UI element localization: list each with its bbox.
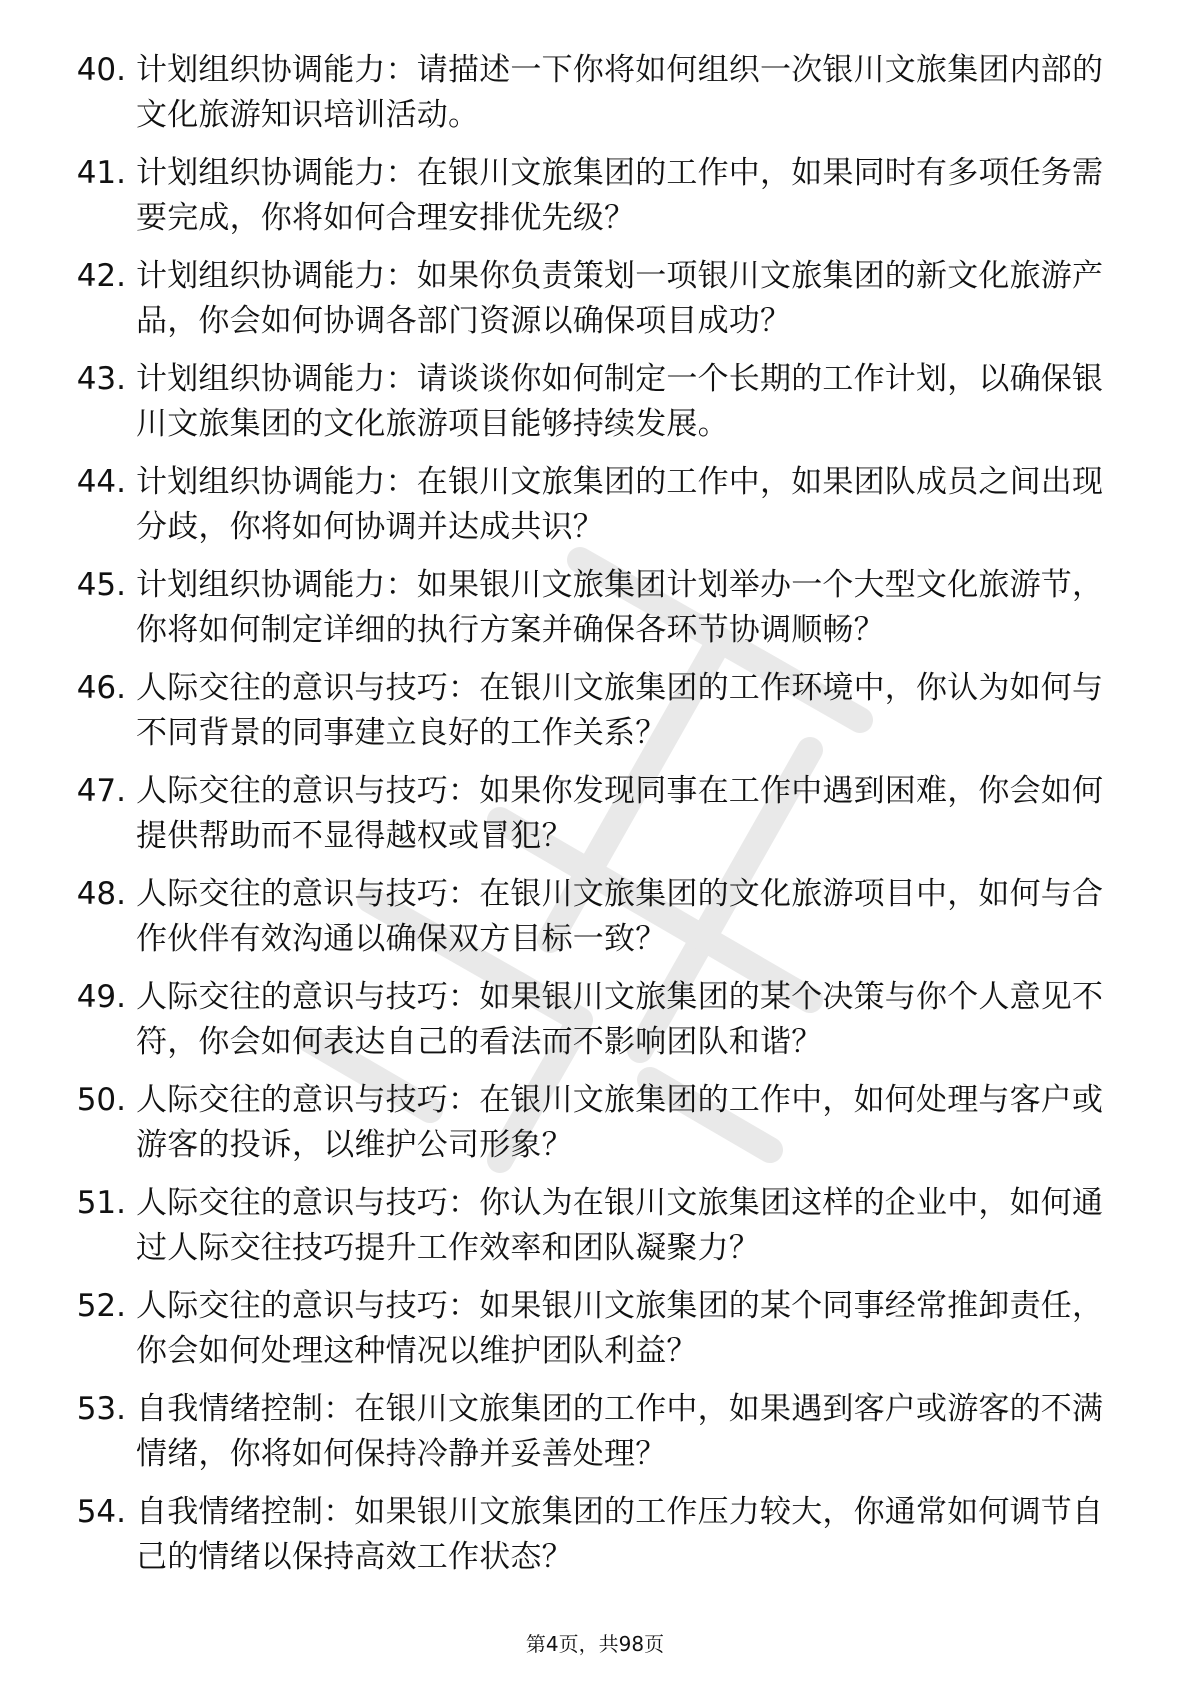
- question-number: 41.: [76, 155, 126, 191]
- question-number: 51.: [76, 1185, 126, 1221]
- list-item: [56, 1284, 1116, 1387]
- question-text: 人际交往的意识与技巧：在银川文旅集团的文化旅游项目中，如何与合作伙伴有效沟通以确保双方目标一致？: [136, 876, 1104, 957]
- question-text: 计划组织协调能力：如果你负责策划一项银川文旅集团的新文化旅游产品，你会如何协调各部门资源以确保项目成功？: [136, 258, 1104, 339]
- question-text: 计划组织协调能力：请谈谈你如何制定一个长期的工作计划，以确保银川文旅集团的文化旅游项目能够持续发展。: [136, 361, 1104, 442]
- question-text: 人际交往的意识与技巧：如果银川文旅集团的某个同事经常推卸责任，你会如何处理这种情况以维护团队利益？: [136, 1288, 1104, 1369]
- question-text: 自我情绪控制：在银川文旅集团的工作中，如果遇到客户或游客的不满情绪，你将如何保持冷静并妥善处理？: [136, 1391, 1104, 1472]
- question-number: 40.: [76, 52, 126, 88]
- question-number: 48.: [76, 876, 126, 912]
- list-item: [56, 254, 1116, 357]
- list-item: [56, 872, 1116, 975]
- question-number: 43.: [76, 361, 126, 397]
- list-item: [56, 769, 1116, 872]
- list-item: [56, 357, 1116, 460]
- list-item: [56, 460, 1116, 563]
- list-item: [56, 1181, 1116, 1284]
- question-number: 54.: [76, 1494, 126, 1530]
- question-number: 47.: [76, 773, 126, 809]
- question-number: 46.: [76, 670, 126, 706]
- list-item: [56, 666, 1116, 769]
- question-text: 人际交往的意识与技巧：在银川文旅集团的工作中，如何处理与客户或游客的投诉，以维护公司形象？: [136, 1082, 1104, 1163]
- list-item: [56, 1078, 1116, 1181]
- question-number: 53.: [76, 1391, 126, 1427]
- list-item: [56, 151, 1116, 254]
- question-text: 计划组织协调能力：在银川文旅集团的工作中，如果同时有多项任务需要完成，你将如何合理安排优先级？: [136, 155, 1104, 236]
- question-text: 人际交往的意识与技巧：如果银川文旅集团的某个决策与你个人意见不符，你会如何表达自己的看法而不影响团队和谐？: [136, 979, 1104, 1060]
- list-item: [56, 975, 1116, 1078]
- question-text: 自我情绪控制：如果银川文旅集团的工作压力较大，你通常如何调节自己的情绪以保持高效工作状态？: [136, 1494, 1104, 1575]
- question-text: 人际交往的意识与技巧：你认为在银川文旅集团这样的企业中，如何通过人际交往技巧提升工作效率和团队凝聚力？: [136, 1185, 1104, 1266]
- question-text: 计划组织协调能力：在银川文旅集团的工作中，如果团队成员之间出现分歧，你将如何协调并达成共识？: [136, 464, 1104, 545]
- question-number: 44.: [76, 464, 126, 500]
- list-item: [56, 48, 1116, 151]
- list-item: [56, 1490, 1116, 1593]
- question-number: 42.: [76, 258, 126, 294]
- list-item: [56, 563, 1116, 666]
- question-text: 人际交往的意识与技巧：如果你发现同事在工作中遇到困难，你会如何提供帮助而不显得越权或冒犯？: [136, 773, 1104, 854]
- question-text: 人际交往的意识与技巧：在银川文旅集团的工作环境中，你认为如何与不同背景的同事建立良好的工作关系？: [136, 670, 1104, 751]
- list-item: [56, 1387, 1116, 1490]
- page-footer: 第4页，共98页: [525, 1632, 665, 1656]
- question-number: 52.: [76, 1288, 126, 1324]
- question-number: 45.: [76, 567, 126, 603]
- question-text: 计划组织协调能力：如果银川文旅集团计划举办一个大型文化旅游节，你将如何制定详细的执行方案并确保各环节协调顺畅？: [136, 567, 1104, 648]
- question-list: [56, 48, 1116, 1593]
- question-text: 计划组织协调能力：请描述一下你将如何组织一次银川文旅集团内部的文化旅游知识培训活动。: [136, 52, 1104, 133]
- question-number: 50.: [76, 1082, 126, 1118]
- question-number: 49.: [76, 979, 126, 1015]
